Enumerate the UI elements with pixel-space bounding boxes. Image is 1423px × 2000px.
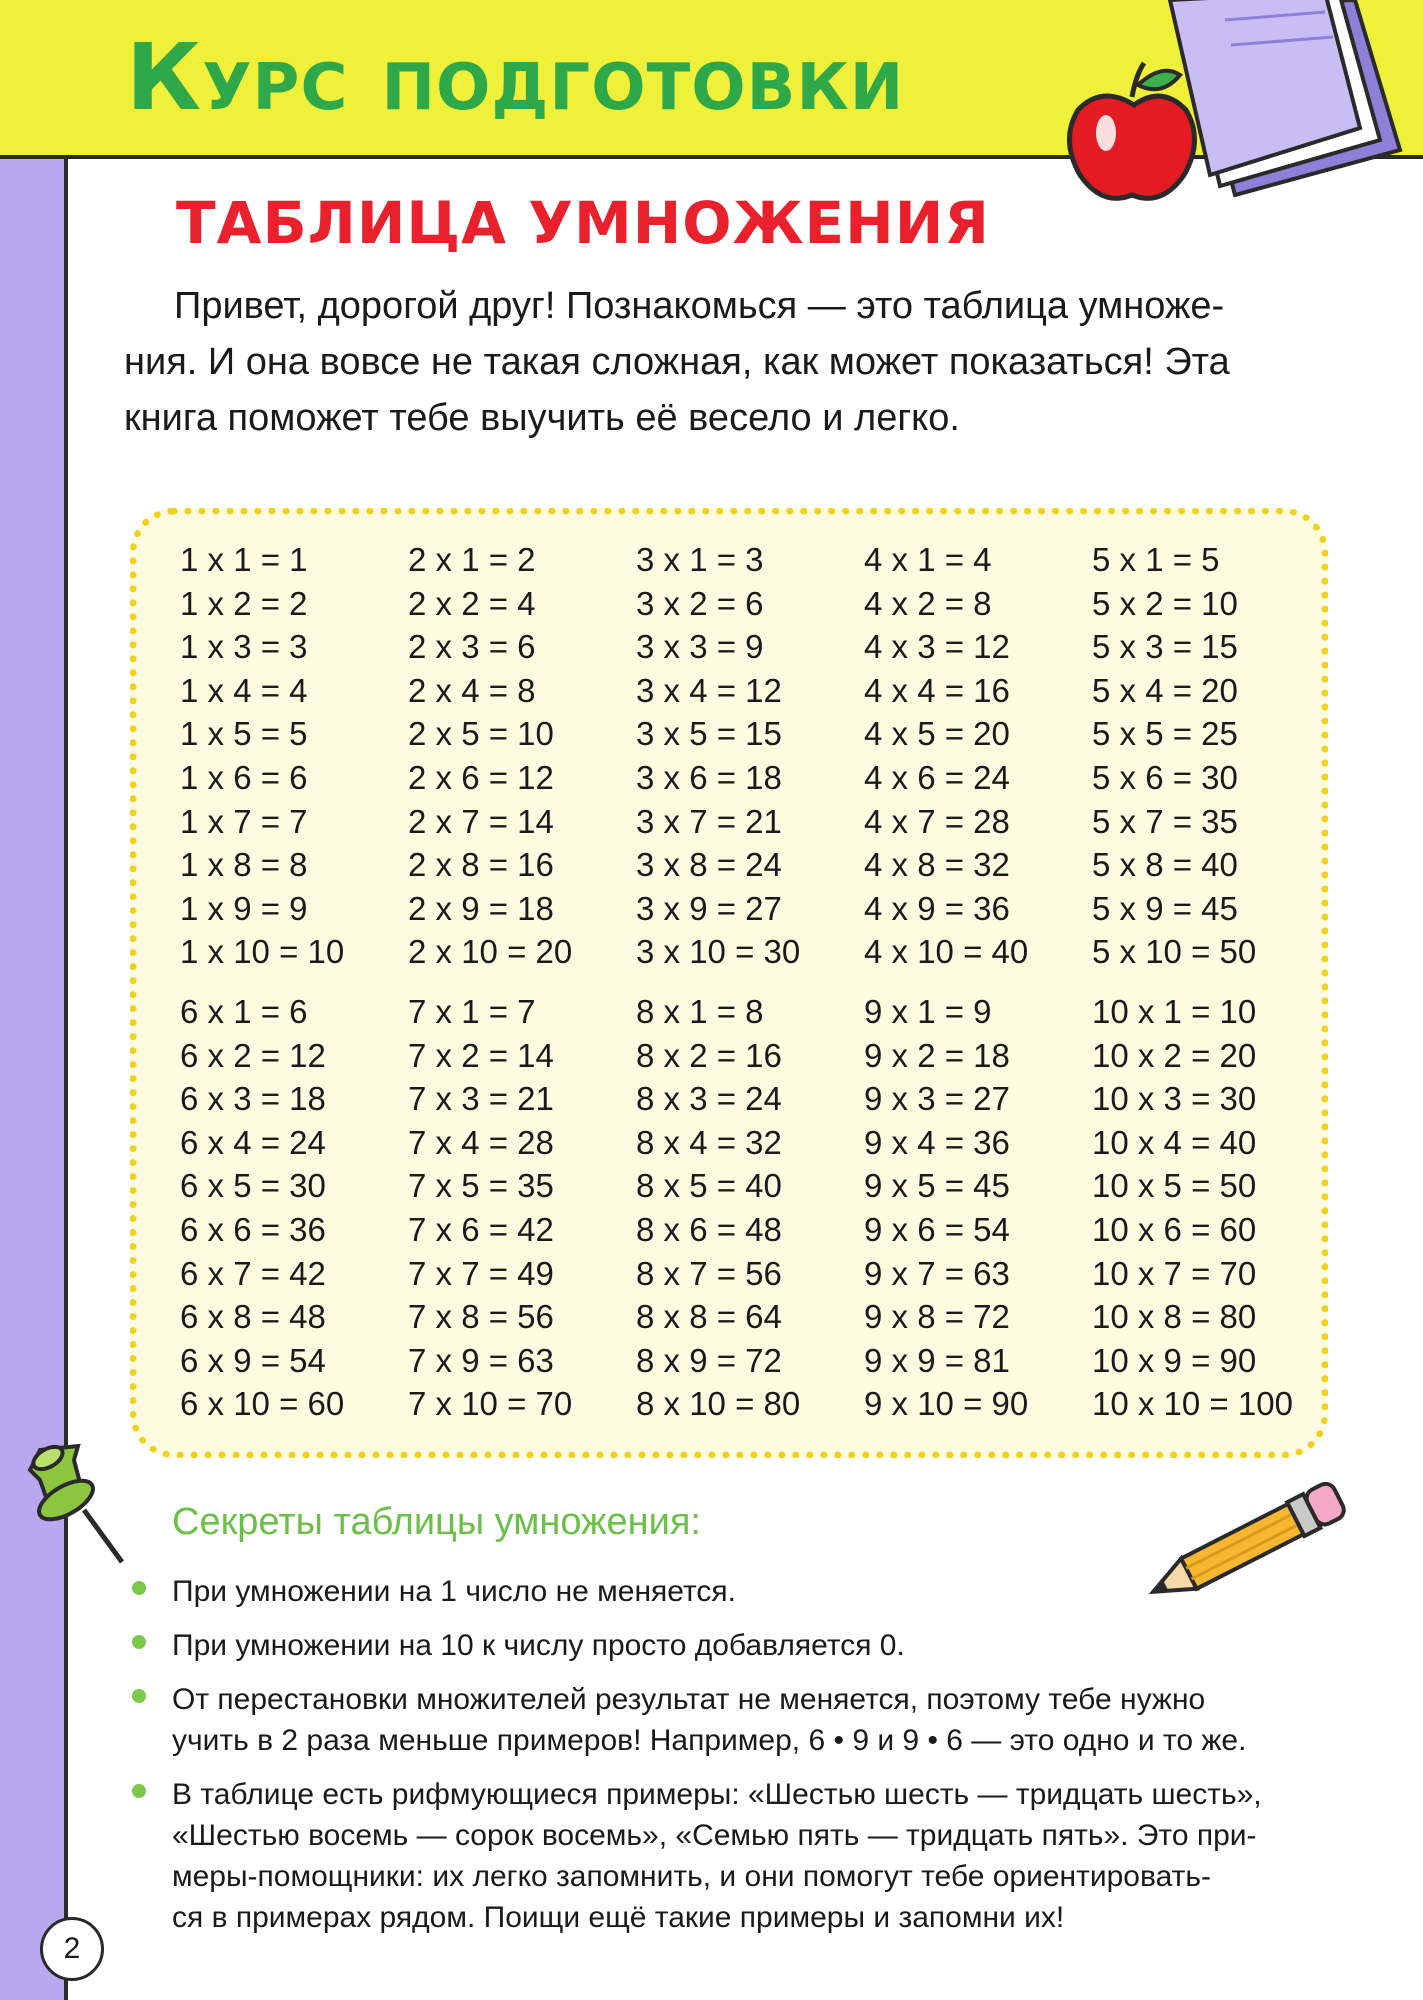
table-cell: 4 x 6 = 24: [864, 758, 1010, 796]
table-cell: 5 x 4 = 20: [1092, 671, 1238, 709]
table-cell: 6 x 5 = 30: [180, 1167, 326, 1205]
table-cell: 3 x 8 = 24: [636, 846, 782, 884]
table-cell: 4 x 8 = 32: [864, 846, 1010, 884]
table-cell: 7 x 9 = 63: [408, 1341, 554, 1379]
table-cell: 10 x 1 = 10: [1092, 992, 1257, 1030]
table-cell: 7 x 2 = 14: [408, 1036, 554, 1074]
block-spacer: [180, 974, 1320, 990]
table-cell: 1 x 1 = 1: [180, 541, 308, 578]
table-cell: 9 x 4 = 36: [864, 1123, 1010, 1161]
table-cell: 2 x 3 = 6: [408, 628, 536, 666]
table-cell: 10 x 5 = 50: [1092, 1167, 1257, 1205]
table-cell: 4 x 2 = 8: [864, 584, 992, 622]
tip-line: ся в примерах рядом. Поищи ещё такие примеры и запомни их!: [172, 1901, 1065, 1934]
table-cell: 8 x 10 = 80: [636, 1385, 801, 1423]
table-cell: 5 x 6 = 30: [1092, 758, 1238, 796]
table-cell: 2 x 7 = 14: [408, 802, 554, 840]
table-cell: 5 x 5 = 25: [1092, 715, 1238, 753]
table-cell: 7 x 7 = 49: [408, 1254, 554, 1292]
table-cell: 5 x 7 = 35: [1092, 802, 1238, 840]
table-cell: 3 x 3 = 9: [636, 628, 764, 666]
table-cell: 7 x 3 = 21: [408, 1080, 554, 1118]
intro-line: ния. И она вовсе не такая сложная, как может показаться! Эта: [124, 341, 1230, 383]
table-cell: 10 x 4 = 40: [1092, 1123, 1257, 1161]
list-item: [132, 1625, 1342, 1666]
pushpin-icon: [22, 1440, 142, 1570]
table-cell: 1 x 10 = 10: [180, 933, 345, 971]
table-cell: 1 x 3 = 3: [180, 628, 308, 666]
table-cell: 6 x 1 = 6: [180, 992, 308, 1030]
table-cell: 2 x 8 = 16: [408, 846, 554, 884]
table-cell: 6 x 9 = 54: [180, 1341, 326, 1379]
table-cell: 3 x 10 = 30: [636, 933, 801, 971]
table-cell: 4 x 5 = 20: [864, 715, 1010, 753]
table-cell: 4 x 7 = 28: [864, 802, 1010, 840]
table-cell: 1 x 5 = 5: [180, 715, 308, 753]
table-cell: 6 x 8 = 48: [180, 1298, 326, 1336]
table-cell: 8 x 3 = 24: [636, 1080, 782, 1118]
table-cell: 10 x 2 = 20: [1092, 1036, 1257, 1074]
table-cell: 9 x 3 = 27: [864, 1080, 1010, 1118]
page-number: 2: [40, 1917, 104, 1981]
tip-line: меры-помощники: их легко запомнить, и они помогут тебе ориентировать-: [172, 1860, 1211, 1893]
tip-line: В таблице есть рифмующиеся примеры: «Шестью шесть — тридцать шесть»,: [172, 1778, 1262, 1811]
table-cell: 2 x 5 = 10: [408, 715, 554, 753]
table-cell: 1 x 6 = 6: [180, 758, 308, 796]
multiplication-table: [180, 538, 1320, 1426]
intro-line: Привет, дорогой друг! Познакомься — это таблица умноже-: [174, 285, 1225, 327]
bullet-icon: [132, 1784, 146, 1798]
table-cell: 6 x 2 = 12: [180, 1036, 326, 1074]
table-cell: 8 x 8 = 64: [636, 1298, 782, 1336]
table-cell: 7 x 10 = 70: [408, 1385, 573, 1423]
table-cell: 9 x 6 = 54: [864, 1210, 1010, 1248]
table-cell: 8 x 1 = 8: [636, 992, 764, 1030]
table-cell: 3 x 2 = 6: [636, 584, 764, 622]
table-cell: 8 x 6 = 48: [636, 1210, 782, 1248]
table-cell: 4 x 4 = 16: [864, 671, 1010, 709]
list-item: [132, 1571, 1342, 1612]
list-item: [132, 1774, 1342, 1938]
table-cell: 5 x 1 = 5: [1092, 541, 1220, 578]
table-cell: 7 x 1 = 7: [408, 992, 536, 1030]
tip-line: При умножении на 1 число не меняется.: [172, 1575, 736, 1608]
apple-icon: [1062, 55, 1212, 215]
section-title: ТАБЛИЦА УМНОЖЕНИЯ: [176, 189, 990, 257]
bullet-icon: [132, 1689, 146, 1703]
table-cell: 8 x 5 = 40: [636, 1167, 782, 1205]
secrets-title: Секреты таблицы умножения:: [172, 1501, 701, 1543]
table-cell: 1 x 2 = 2: [180, 584, 308, 622]
table-cell: 7 x 8 = 56: [408, 1298, 554, 1336]
table-cell: 3 x 7 = 21: [636, 802, 782, 840]
table-cell: 10 x 10 = 100: [1092, 1385, 1293, 1423]
table-cell: 5 x 3 = 15: [1092, 628, 1238, 666]
table-cell: 8 x 2 = 16: [636, 1036, 782, 1074]
table-cell: 2 x 10 = 20: [408, 933, 573, 971]
table-cell: 6 x 6 = 36: [180, 1210, 326, 1248]
table-cell: 9 x 5 = 45: [864, 1167, 1010, 1205]
table-cell: 3 x 4 = 12: [636, 671, 782, 709]
table-cell: 9 x 10 = 90: [864, 1385, 1029, 1423]
table-cell: 7 x 6 = 42: [408, 1210, 554, 1248]
tip-line: учить в 2 раза меньше примеров! Например, 6 • 9 и 9 • 6 — это одно и то же.: [172, 1724, 1247, 1757]
table-cell: 4 x 3 = 12: [864, 628, 1010, 666]
table-cell: 3 x 6 = 18: [636, 758, 782, 796]
table-cell: 10 x 9 = 90: [1092, 1341, 1257, 1379]
table-cell: 10 x 6 = 60: [1092, 1210, 1257, 1248]
secrets-list: [132, 1571, 1342, 1951]
table-cell: 9 x 1 = 9: [864, 992, 992, 1030]
table-cell: 3 x 9 = 27: [636, 889, 782, 927]
table-cell: 10 x 8 = 80: [1092, 1298, 1257, 1336]
table-cell: 4 x 9 = 36: [864, 889, 1010, 927]
table-cell: 1 x 7 = 7: [180, 802, 308, 840]
table-cell: 1 x 9 = 9: [180, 889, 308, 927]
table-cell: 5 x 2 = 10: [1092, 584, 1238, 622]
tip-line: При умножении на 10 к числу просто добавляется 0.: [172, 1629, 905, 1662]
table-cell: 10 x 3 = 30: [1092, 1080, 1257, 1118]
bullet-icon: [132, 1635, 146, 1649]
table-cell: 4 x 10 = 40: [864, 933, 1029, 971]
table-cell: 8 x 7 = 56: [636, 1254, 782, 1292]
table-cell: 8 x 4 = 32: [636, 1123, 782, 1161]
table-cell: 7 x 4 = 28: [408, 1123, 554, 1161]
table-cell: 5 x 9 = 45: [1092, 889, 1238, 927]
tip-line: «Шестью восемь — сорок восемь», «Семью пять — тридцать пять». Это при-: [172, 1819, 1257, 1852]
table-cell: 4 x 1 = 4: [864, 541, 992, 578]
left-margin-divider: [64, 159, 68, 2000]
table-cell: 9 x 7 = 63: [864, 1254, 1010, 1292]
table-cell: 10 x 7 = 70: [1092, 1254, 1257, 1292]
intro-line: книга поможет тебе выучить её весело и легко.: [124, 397, 960, 439]
table-cell: 6 x 3 = 18: [180, 1080, 326, 1118]
course-title: Курс подготовки: [126, 24, 905, 131]
table-cell: 2 x 9 = 18: [408, 889, 554, 927]
tip-line: От перестановки множителей результат не меняется, поэтому тебе нужно: [172, 1683, 1206, 1716]
table-cell: 6 x 10 = 60: [180, 1385, 345, 1423]
table-cell: 6 x 4 = 24: [180, 1123, 326, 1161]
left-margin-strip: [0, 159, 64, 2000]
table-cell: 2 x 6 = 12: [408, 758, 554, 796]
table-cell: 9 x 2 = 18: [864, 1036, 1010, 1074]
table-cell: 3 x 5 = 15: [636, 715, 782, 753]
table-cell: 2 x 2 = 4: [408, 584, 536, 622]
table-cell: 9 x 8 = 72: [864, 1298, 1010, 1336]
table-cell: 3 x 1 = 3: [636, 541, 764, 578]
table-cell: 7 x 5 = 35: [408, 1167, 554, 1205]
table-cell: 2 x 4 = 8: [408, 671, 536, 709]
table-cell: 1 x 4 = 4: [180, 671, 308, 709]
table-cell: 8 x 9 = 72: [636, 1341, 782, 1379]
bullet-icon: [132, 1581, 146, 1595]
table-cell: 2 x 1 = 2: [408, 541, 536, 578]
intro-paragraph: [124, 278, 1344, 446]
table-cell: 5 x 10 = 50: [1092, 933, 1257, 971]
list-item: [132, 1679, 1342, 1761]
table-cell: 5 x 8 = 40: [1092, 846, 1238, 884]
table-cell: 6 x 7 = 42: [180, 1254, 326, 1292]
table-cell: 1 x 8 = 8: [180, 846, 308, 884]
table-cell: 9 x 9 = 81: [864, 1341, 1010, 1379]
